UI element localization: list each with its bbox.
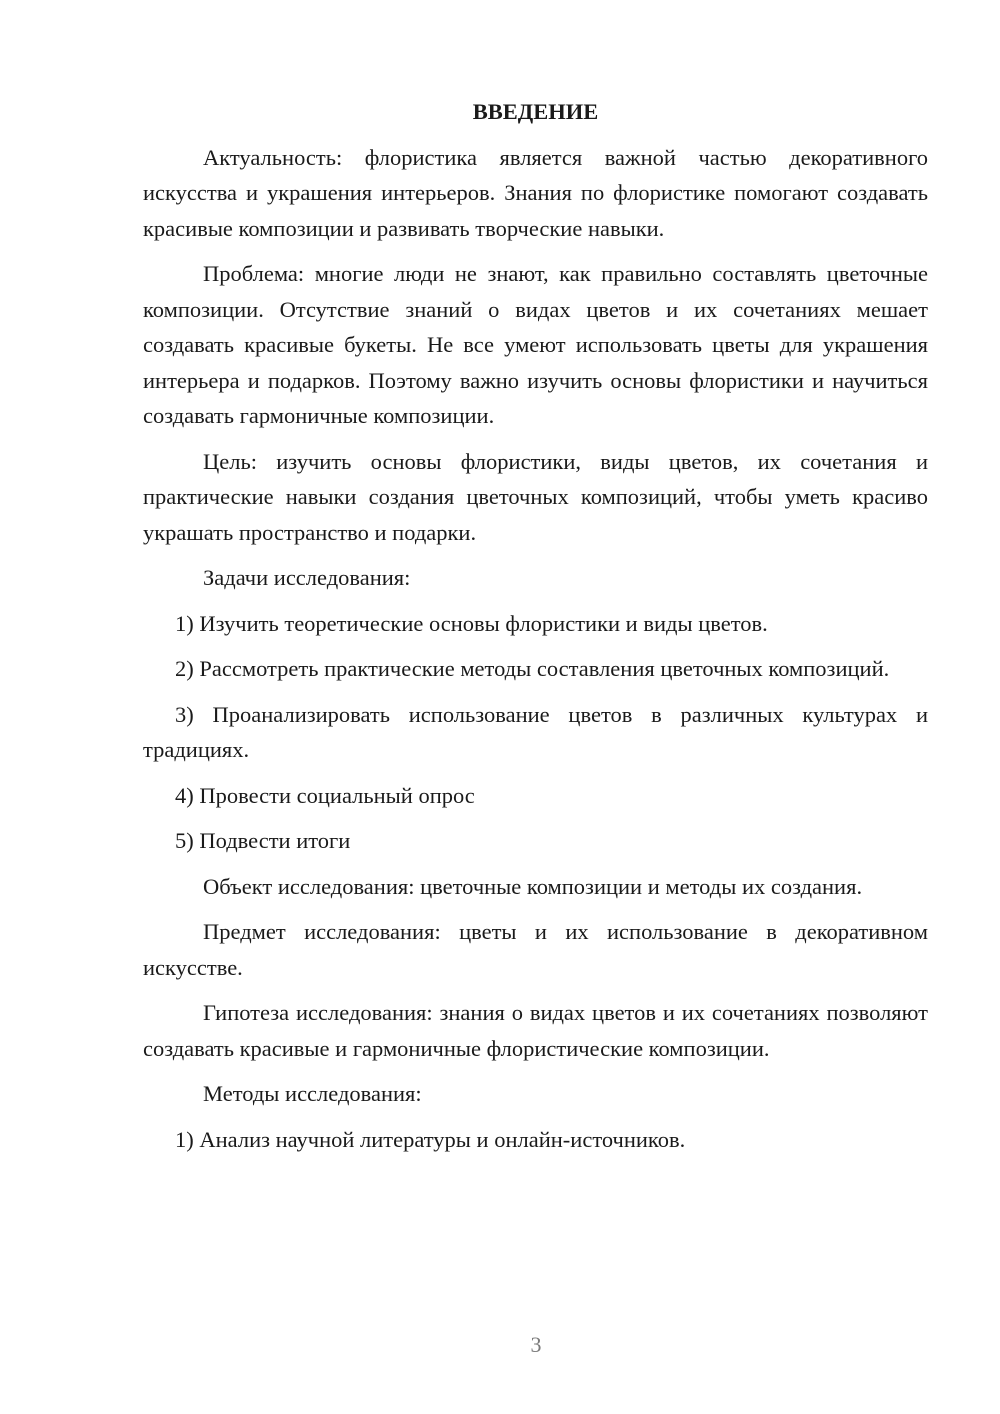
- paragraph-goal: Цель: изучить основы флористики, виды цветов, их сочетания и практические навыки создания цветочных композиций, чтобы уметь красиво украшать пространство и подарки.: [143, 448, 928, 545]
- page-content: [143, 94, 928, 1167]
- task-item-4: 4) Провести социальный опрос: [175, 782, 475, 808]
- paragraph-hypothesis: Гипотеза исследования: знания о видах цветов и их сочетаниях позволяют создавать красивые и гармоничные флористические композиции.: [143, 1000, 928, 1061]
- methods-heading: Методы исследования:: [203, 1081, 422, 1106]
- task-item-1: 1) Изучить теоретические основы флористики и виды цветов.: [175, 610, 768, 636]
- method-item-1: 1) Анализ научной литературы и онлайн-источников.: [175, 1126, 686, 1152]
- task-item-5: 5) Подвести итоги: [175, 828, 351, 853]
- paragraph-relevance: Актуальность: флористика является важной частью декоративного искусства и украшения интерьеров. Знания по флористике помогают создавать красивые композиции и развивать творческие навыки.: [143, 144, 928, 241]
- task-item-2: 2) Рассмотреть практические методы составления цветочных композиций.: [175, 656, 890, 681]
- page-number: 3: [530, 1332, 542, 1357]
- paragraph-problem: Проблема: многие люди не знают, как правильно составлять цветочные композиции. Отсутствие знаний о видах цветов и их сочетаниях мешает создавать красивые букеты. Не все умеют использовать цветы для украшения интерьера и подарков. Поэтому важно изучить основы флористики и научиться создавать гармоничные композиции.: [143, 261, 928, 428]
- tasks-heading: Задачи исследования:: [203, 565, 411, 590]
- section-title: ВВЕДЕНИЕ: [472, 99, 599, 124]
- paragraph-subject: Предмет исследования: цветы и их использование в декоративном искусстве.: [143, 919, 928, 980]
- task-item-3: 3) Проанализировать использование цветов в различных культурах и традициях.: [143, 701, 928, 762]
- paragraph-object: Объект исследования: цветочные композиции и методы их создания.: [203, 873, 863, 899]
